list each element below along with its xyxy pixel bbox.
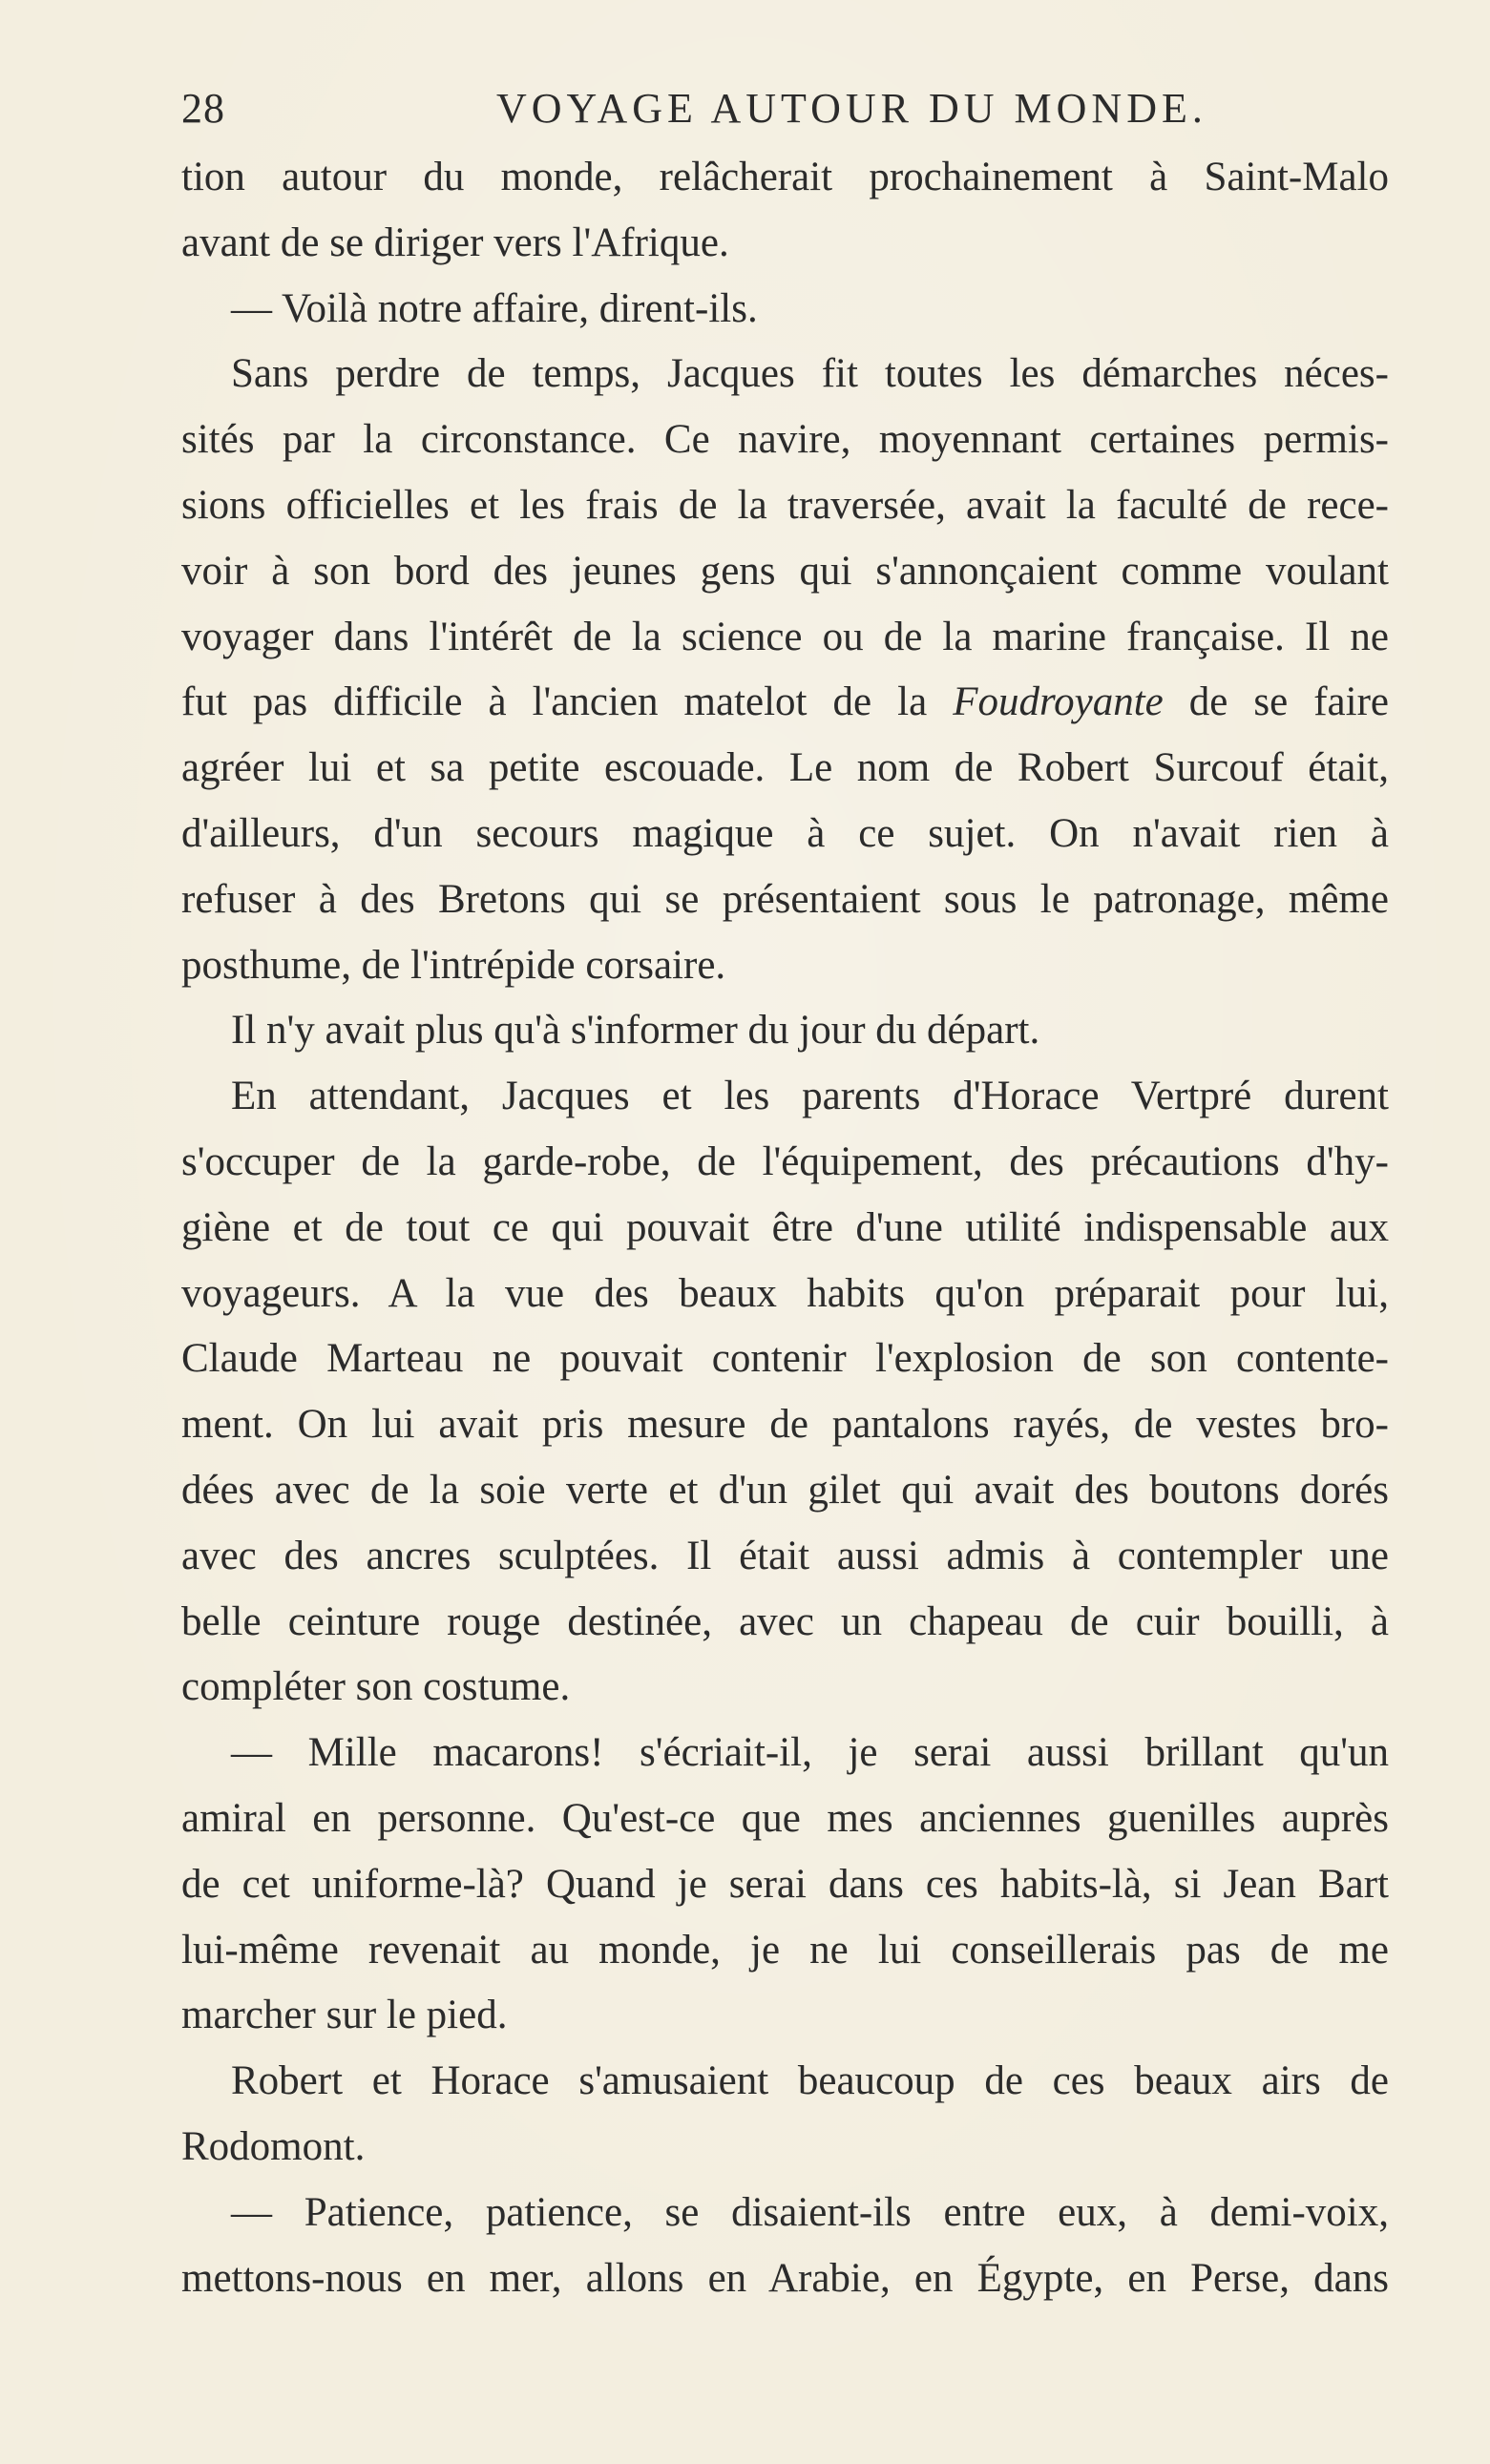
text-line: agréer lui et sa petite escouade. Le nom de Robert Surcouf était, (181, 745, 1389, 791)
text-line: sions officielles et les frais de la traversée, avait la faculté de rece- (181, 482, 1389, 528)
text-line: compléter son costume. (181, 1664, 571, 1710)
body-text (181, 145, 1389, 2311)
text-line: posthume, de l'intrépide corsaire. (181, 942, 726, 988)
page-number: 28 (181, 85, 225, 132)
text-line: — Mille macarons! s'écriait-il, je serai aussi brillant qu'un (231, 1730, 1389, 1776)
text-line: sités par la circonstance. Ce navire, moyennant certaines permis- (181, 417, 1389, 463)
text-line: marcher sur le pied. (181, 1993, 508, 2038)
text-line: voyager dans l'intérêt de la science ou de la marine française. Il ne (181, 614, 1389, 659)
text-line: Rodomont. (181, 2123, 366, 2169)
text-line: Sans perdre de temps, Jacques fit toutes les démarches néces- (231, 351, 1389, 397)
text-line (181, 670, 1389, 736)
text-line: Il n'y avait plus qu'à s'informer du jour du départ. (231, 1008, 1040, 1054)
text-line: de cet uniforme-là? Quand je serai dans ces habits-là, si Jean Bart (181, 1861, 1389, 1907)
text-line: — Voilà notre affaire, dirent-ils. (231, 285, 758, 331)
text-line: tion autour du monde, relâcherait prochainement à Saint-Malo (181, 155, 1389, 199)
text-line: lui-même revenait au monde, je ne lui conseillerais pas de me (181, 1927, 1389, 1973)
text-line: d'ailleurs, d'un secours magique à ce sujet. On n'avait rien à (181, 810, 1389, 856)
text-line: refuser à des Bretons qui se présentaient sous le patronage, même (181, 876, 1389, 922)
text-line: En attendant, Jacques et les parents d'Horace Vertpré durent (231, 1074, 1389, 1119)
text-line: — Patience, patience, se disaient-ils entre eux, à demi-voix, (231, 2189, 1389, 2235)
text-line: giène et de tout ce qui pouvait être d'une utilité indispensable aux (181, 1204, 1389, 1250)
text-line: dées avec de la soie verte et d'un gilet qui avait des boutons dorés (181, 1467, 1389, 1513)
text-line: mettons-nous en mer, allons en Arabie, en Égypte, en Perse, dans (181, 2255, 1389, 2301)
text-line: avec des ancres sculptées. Il était aussi admis à contempler une (181, 1533, 1389, 1578)
text-line: voir à son bord des jeunes gens qui s'annonçaient comme voulant (181, 548, 1389, 594)
text-segment: de se faire (1163, 679, 1389, 725)
running-head (181, 84, 1384, 141)
running-title: VOYAGE AUTOUR DU MONDE. (496, 85, 1207, 132)
text-line: Claude Marteau ne pouvait contenir l'explosion de son contente- (181, 1336, 1389, 1382)
text-segment: fut pas difficile à l'ancien matelot de la (181, 679, 954, 725)
ship-name-italic: Foudroyante (953, 679, 1164, 725)
text-line: avant de se diriger vers l'Afrique. (181, 219, 729, 265)
text-line: voyageurs. A la vue des beaux habits qu'on préparait pour lui, (181, 1270, 1389, 1316)
text-line: belle ceinture rouge destinée, avec un chapeau de cuir bouilli, à (181, 1598, 1389, 1644)
text-line: s'occuper de la garde-robe, de l'équipement, des précautions d'hy- (181, 1138, 1389, 1184)
text-line: ment. On lui avait pris mesure de pantalons rayés, de vestes bro- (181, 1402, 1389, 1448)
text-line: Robert et Horace s'amusaient beaucoup de ces beaux airs de (231, 2058, 1389, 2104)
text-line: amiral en personne. Qu'est-ce que mes anciennes guenilles auprès (181, 1795, 1389, 1841)
